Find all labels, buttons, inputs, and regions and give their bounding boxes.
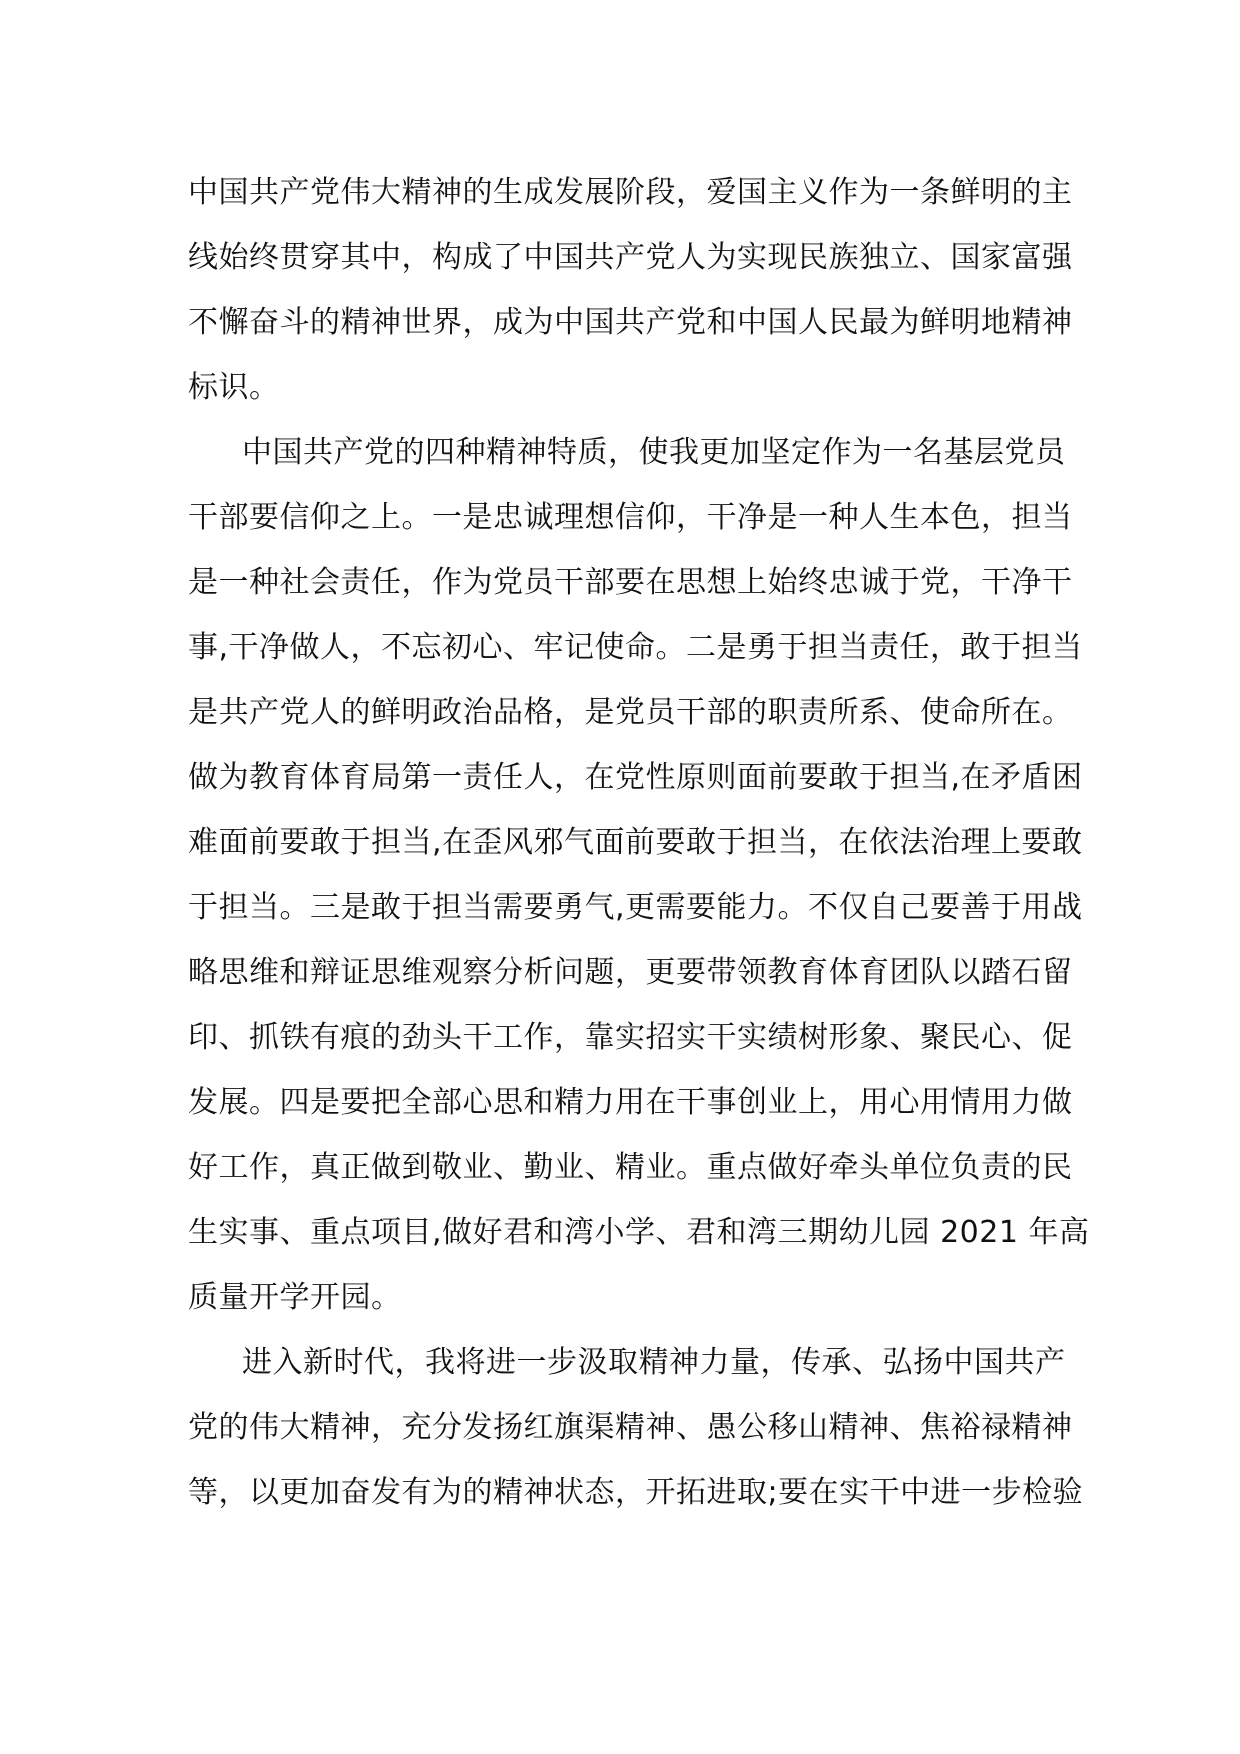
paragraph-3 [188, 1330, 1084, 1525]
paragraph-line: 线始终贯穿其中，构成了中国共产党人为实现民族独立、国家富强 [188, 240, 1073, 275]
paragraph-line: 好工作，真正做到敬业、勤业、精业。重点做好牵头单位负责的民 [188, 1150, 1073, 1185]
paragraph-line: 质量开学开园。 [188, 1280, 402, 1315]
paragraph-1 [188, 160, 1073, 420]
paragraph-line: 不懈奋斗的精神世界，成为中国共产党和中国人民最为鲜明地精神 [188, 305, 1073, 340]
paragraph-line: 等，以更加奋发有为的精神状态，开拓进取;要在实干中进一步检验 [188, 1475, 1084, 1510]
paragraph-line: 于担当。三是敢于担当需要勇气,更需要能力。不仅自己要善于用战 [188, 890, 1083, 925]
paragraph-line: 发展。四是要把全部心思和精力用在干事创业上，用心用情用力做 [188, 1085, 1073, 1120]
paragraph-line: 标识。 [188, 370, 280, 405]
paragraph-line: 干部要信仰之上。一是忠诚理想信仰，干净是一种人生本色，担当 [188, 500, 1073, 535]
paragraph-line: 生实事、重点项目,做好君和湾小学、君和湾三期幼儿园 2021 年高 [188, 1215, 1090, 1250]
paragraph-line: 党的伟大精神，充分发扬红旗渠精神、愚公移山精神、焦裕禄精神 [188, 1410, 1073, 1445]
paragraph-line: 略思维和辩证思维观察分析问题，更要带领教育体育团队以踏石留 [188, 955, 1073, 990]
paragraph-line: 难面前要敢于担当,在歪风邪气面前要敢于担当，在依法治理上要敢 [188, 825, 1083, 860]
paragraph-line: 是共产党人的鲜明政治品格，是党员干部的职责所系、使命所在。 [188, 695, 1073, 730]
paragraph-2 [188, 420, 1090, 1330]
paragraph-line: 事,干净做人，不忘初心、牢记使命。二是勇于担当责任，敢于担当 [188, 630, 1083, 665]
document-body [188, 160, 1090, 1525]
paragraph-line: 是一种社会责任，作为党员干部要在思想上始终忠诚于党，干净干 [188, 565, 1073, 600]
paragraph-line: 印、抓铁有痕的劲头干工作，靠实招实干实绩树形象、聚民心、促 [188, 1020, 1073, 1055]
paragraph-line: 中国共产党的四种精神特质，使我更加坚定作为一名基层党员 [242, 435, 1066, 470]
paragraph-line: 做为教育体育局第一责任人，在党性原则面前要敢于担当,在矛盾困 [188, 760, 1083, 795]
paragraph-line: 中国共产党伟大精神的生成发展阶段，爱国主义作为一条鲜明的主 [188, 175, 1073, 210]
paragraph-line: 进入新时代，我将进一步汲取精神力量，传承、弘扬中国共产 [242, 1345, 1066, 1380]
